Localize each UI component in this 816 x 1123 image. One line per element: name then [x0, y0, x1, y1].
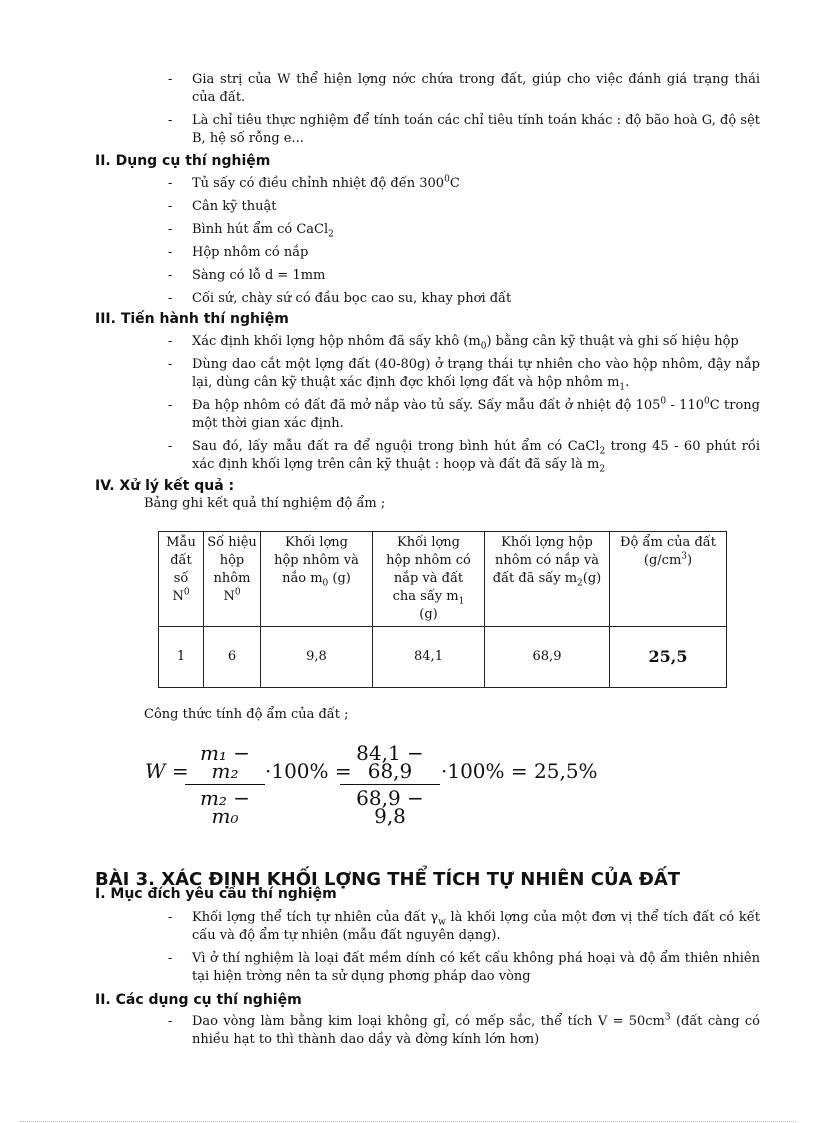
header-text: nhôm: [213, 571, 251, 586]
header-text: hộp: [219, 553, 245, 568]
superscript: 3: [664, 1012, 671, 1023]
dash-bullet: -: [168, 1014, 173, 1029]
header-text: N: [223, 589, 235, 604]
dash-bullet: -: [168, 72, 173, 87]
header-text: N: [172, 589, 184, 604]
section-heading-equipment: II. Dụng cụ thí nghiệm: [95, 153, 271, 169]
list-item: [166, 397, 760, 433]
list-item-text: trong 45 - 60 phút rồi xác định khối lợng trên cân kỹ thuật : hoọp và đất đã sấy là m: [192, 439, 760, 472]
superscript: 0: [704, 396, 710, 407]
header-m2: [485, 532, 610, 627]
list-item-text: .: [625, 375, 630, 390]
list-item-text: Hộp nhôm có nắp: [192, 245, 309, 260]
cell-m1: 84,1: [373, 627, 485, 688]
header-text: (g/cm: [643, 553, 682, 568]
header-text: ): [687, 553, 693, 568]
formula-denominator: m₂ − m₀: [199, 786, 251, 828]
dash-bullet: -: [168, 268, 173, 283]
subscript: 1: [458, 596, 465, 607]
lesson-title: BÀI 3. XÁC ĐỊNH KHỐI LỢNG THỂ TÍCH TỰ NHIÊN CỦA ĐẤT: [95, 869, 681, 890]
superscript: 3: [681, 551, 688, 562]
cell-sample: 1: [159, 627, 204, 688]
list-item: [166, 950, 760, 986]
dash-bullet: -: [168, 398, 173, 413]
dash-bullet: -: [168, 951, 173, 966]
list-item-text: Vì ở thí nghiệm là loại đất mềm dính có kết cấu không phá hoại và độ ẩm thiên nhiên tại hiện trờng nên ta sử dụng phơng pháp dao vòng: [192, 951, 760, 984]
list-item: [166, 71, 760, 107]
section-heading-purpose: I. Mục đích yêu cầu thí nghiệm: [95, 886, 337, 902]
formula-caption: Công thức tính độ ẩm của đất ;: [144, 707, 349, 722]
subscript: 0: [480, 341, 487, 352]
list-item-text: C: [449, 176, 460, 191]
list-item-text: là khối lợng của một đơn vị thể tích đất có kết cấu và độ ẩm tự nhiên (mẫu đất nguyên dạng).: [192, 910, 760, 943]
table-row: [159, 627, 727, 688]
header-text: Khối lợng hộp: [501, 535, 593, 550]
table-header-row: [159, 532, 727, 627]
header-text: (g): [328, 571, 351, 586]
list-item-text: Là chỉ tiêu thực nghiệm để tính toán các chỉ tiêu tính toán khác : độ bão hoà G, độ sệt B, hệ số rỗng e...: [192, 113, 760, 146]
header-text: nhôm có nắp và: [495, 553, 599, 568]
dash-bullet: -: [168, 357, 173, 372]
dash-bullet: -: [168, 222, 173, 237]
header-text: Khối lợng: [284, 535, 348, 550]
superscript: 0: [660, 396, 667, 407]
header-text: hộp nhôm có: [386, 553, 471, 568]
header-m1: [373, 532, 485, 627]
list-item: [166, 112, 760, 148]
dash-bullet: -: [168, 176, 173, 191]
header-text: nắo m: [282, 571, 323, 586]
header-text: Mẫu: [166, 535, 196, 550]
cell-moisture: 25,5: [610, 627, 727, 688]
dash-bullet: -: [168, 334, 173, 349]
header-text: (g): [419, 607, 438, 622]
list-item: [166, 290, 760, 308]
list-item-text: Tủ sấy có điều chỉnh nhiệt độ đến 300: [192, 176, 445, 191]
list-item: [166, 1013, 760, 1049]
header-m0: [261, 532, 373, 627]
dash-bullet: -: [168, 113, 173, 128]
subscript: 2: [599, 464, 606, 475]
formula-fraction-symbolic: [185, 741, 265, 828]
list-item: [166, 356, 760, 392]
table-caption: Bảng ghi kết quả thí nghiệm độ ẩm ;: [144, 496, 386, 511]
header-text: (g): [582, 571, 602, 586]
subscript: 2: [577, 578, 583, 589]
subscript: w: [438, 917, 446, 928]
list-item: [166, 175, 760, 193]
subscript: 2: [599, 446, 606, 457]
header-text: đất: [170, 553, 192, 568]
header-text: đất đã sấy m: [492, 571, 578, 586]
list-item-text: Dùng dao cắt một lợng đất (40-80g) ở trạng thái tự nhiên cho vào hộp nhôm, đậy nắp lại, dùng cân kỹ thuật xác định đợc khối lợng đất và hộp nhôm m: [192, 357, 760, 390]
page-edge-divider: [20, 1121, 796, 1122]
list-item: [166, 333, 760, 351]
header-sample-number: [159, 532, 204, 627]
list-item-text: C trong một thời gian xác định.: [192, 398, 760, 431]
header-text: số: [173, 571, 189, 586]
results-table: [158, 531, 727, 688]
list-item-text: Gia strị của W thể hiện lợng nớc chứa trong đất, giúp cho việc đánh giá trạng thái của đất.: [192, 72, 760, 105]
intro-list: [166, 71, 760, 153]
procedure-list: [166, 333, 760, 479]
header-text: Số hiệu: [207, 535, 257, 550]
superscript: 0: [183, 587, 190, 598]
purpose-list: [166, 909, 760, 991]
tools-list: [166, 1013, 760, 1054]
formula-result: ·100% = 25,5%: [441, 759, 598, 783]
formula-lhs: W =: [145, 759, 189, 783]
dash-bullet: -: [168, 910, 173, 925]
cell-m2: 68,9: [485, 627, 610, 688]
formula-middle: ·100% =: [265, 759, 352, 783]
list-item-text: Cân kỹ thuật: [192, 199, 277, 214]
list-item: [166, 198, 760, 216]
header-box-number: [204, 532, 261, 627]
cell-m0: 9,8: [261, 627, 373, 688]
list-item-text: Cối sứ, chày sứ có đầu bọc cao su, khay phơi đất: [192, 291, 512, 306]
cell-box: 6: [204, 627, 261, 688]
dash-bullet: -: [168, 439, 173, 454]
dash-bullet: -: [168, 199, 173, 214]
subscript: 1: [619, 382, 626, 393]
section-heading-results: IV. Xử lý kết quả :: [95, 478, 235, 494]
header-text: Độ ẩm của đất: [620, 535, 716, 550]
header-text: nắp và đất: [393, 571, 464, 586]
list-item-text: Xác định khối lợng hộp nhôm đã sấy khô (m: [192, 334, 481, 349]
list-item: [166, 438, 760, 474]
superscript: 0: [234, 587, 241, 598]
subscript: 0: [322, 578, 329, 589]
list-item-text: Khối lợng thể tích tự nhiên của đất γ: [192, 910, 439, 925]
list-item: [166, 244, 760, 262]
list-item-text: (đất càng có nhiều hạt to thì thành dao dầy và đờng kính lớn hơn): [192, 1014, 760, 1047]
list-item-text: - 110: [666, 398, 704, 413]
header-text: hộp nhôm và: [274, 553, 359, 568]
list-item-text: Dao vòng làm bằng kim loại không gỉ, có mếp sắc, thể tích V = 50cm: [192, 1014, 665, 1029]
moisture-formula: [145, 741, 615, 828]
formula-numerator: m₁ − m₂: [199, 741, 251, 783]
formula-fraction-numeric: [340, 741, 440, 828]
subscript: 2: [328, 229, 334, 240]
list-item-text: Sàng có lỗ d = 1mm: [192, 268, 326, 283]
section-heading-procedure: III. Tiến hành thí nghiệm: [95, 311, 289, 327]
list-item: [166, 909, 760, 945]
list-item-text: Bình hút ẩm có CaCl: [192, 222, 329, 237]
superscript: 0: [444, 174, 450, 185]
dash-bullet: -: [168, 291, 173, 306]
list-item-text: Sau đó, lấy mẫu đất ra để nguội trong bình hút ẩm có CaCl: [192, 439, 600, 454]
header-moisture: [610, 532, 727, 627]
equipment-list: [166, 175, 760, 313]
section-heading-tools: II. Các dụng cụ thí nghiệm: [95, 992, 302, 1008]
header-text: cha sấy m: [392, 589, 459, 604]
list-item-text: Đa hộp nhôm có đất đã mở nắp vào tủ sấy. Sấy mẫu đất ở nhiệt độ 105: [192, 398, 661, 413]
formula-denominator: 68,9 − 9,8: [356, 786, 424, 828]
header-text: Khối lợng: [396, 535, 460, 550]
dash-bullet: -: [168, 245, 173, 260]
formula-numerator: 84,1 − 68,9: [356, 741, 424, 783]
list-item-text: ) bằng cân kỹ thuật và ghi số hiệu hộp: [486, 334, 739, 349]
list-item: [166, 221, 760, 239]
list-item: [166, 267, 760, 285]
